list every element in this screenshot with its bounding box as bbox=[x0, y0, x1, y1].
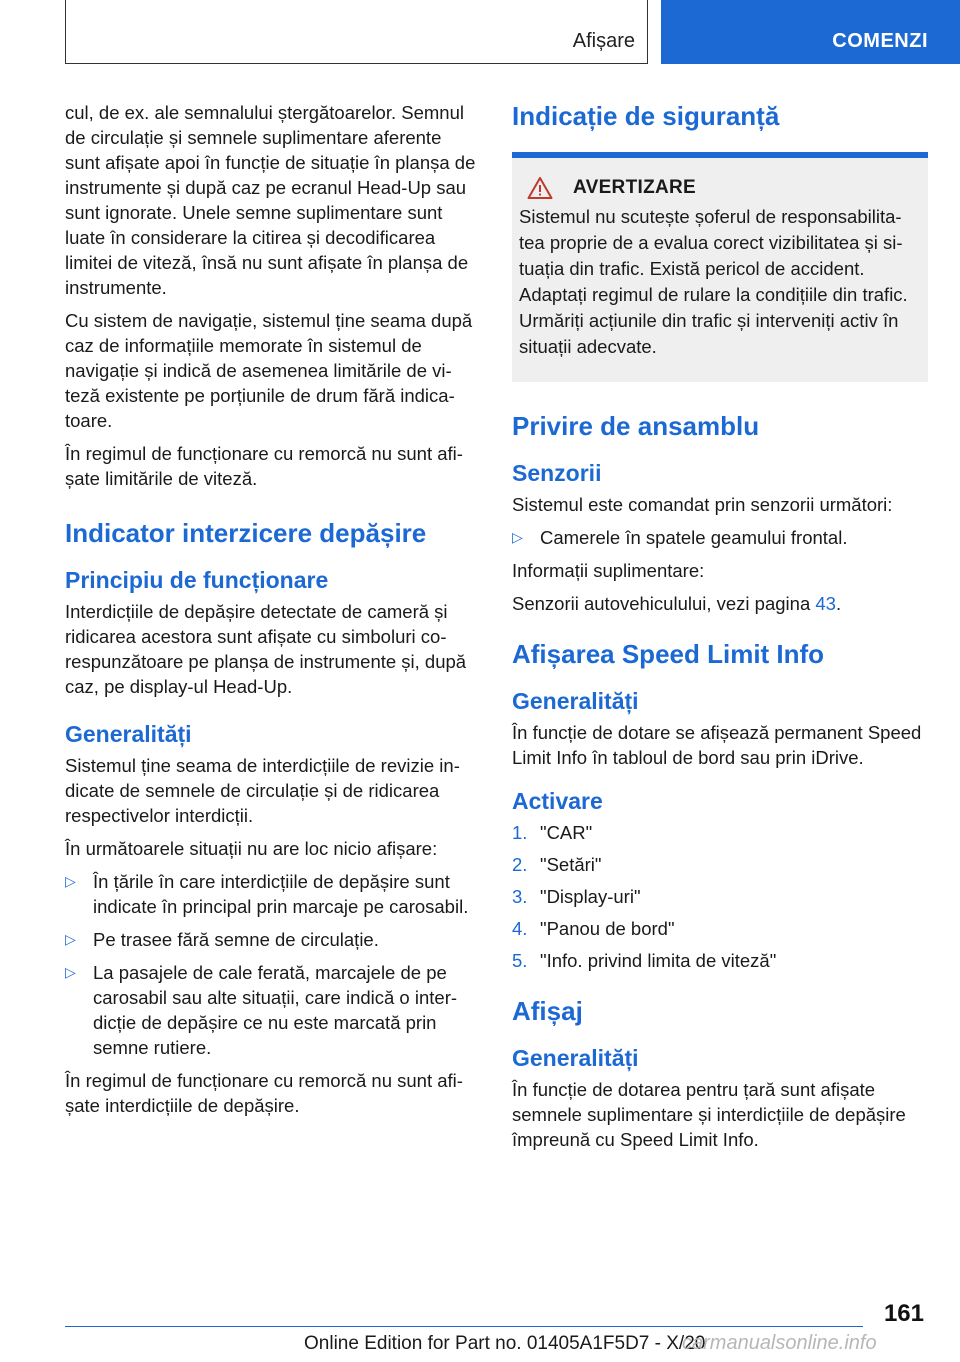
step-text: "Setări" bbox=[540, 854, 602, 875]
right-column bbox=[512, 100, 928, 1160]
bullet-list bbox=[65, 869, 477, 1060]
paragraph: Sistemul este comandat prin senzorii următori: bbox=[512, 494, 893, 515]
step-number: 2. bbox=[512, 854, 528, 875]
chapter-tab[interactable] bbox=[661, 0, 960, 64]
paragraph: În următoarele situații nu are loc nicio afișare: bbox=[65, 838, 438, 859]
triangle-bullet-icon: ▷ bbox=[65, 873, 76, 889]
list-item bbox=[65, 927, 477, 952]
chapter-tab-label: COMENZI bbox=[832, 30, 928, 52]
step-text: "Panou de bord" bbox=[540, 918, 675, 939]
step-item bbox=[512, 948, 928, 973]
warning-header bbox=[519, 176, 920, 200]
page-link[interactable]: 43 bbox=[815, 593, 836, 614]
list-item bbox=[512, 525, 928, 550]
heading-general: Generalități bbox=[512, 1045, 639, 1071]
paragraph: cul, de ex. ale semnalului ștergătoarelor. Semnul de circulație și semnele suplimentare aferente sunt afișate apoi în funcție de situație în planșa de instrumente și după caz pe ecranul Head-Up sau sunt ignorate. Unele semne suplimentare sunt luate în considerare la citirea și decodificarea limitei de viteză, însă nu sunt afișate în planșa de instrumente. bbox=[65, 102, 476, 298]
heading-general: Generalități bbox=[65, 721, 192, 747]
heading-activation: Activare bbox=[512, 788, 603, 814]
step-item bbox=[512, 884, 928, 909]
triangle-bullet-icon: ▷ bbox=[65, 931, 76, 947]
heading-sensors: Senzorii bbox=[512, 460, 602, 486]
paragraph: În regimul de funcționare cu remorcă nu sunt afișate interdicțiile de depășire. bbox=[65, 1070, 463, 1116]
triangle-bullet-icon: ▷ bbox=[65, 964, 76, 980]
step-item bbox=[512, 820, 928, 845]
heading-overview: Privire de ansamblu bbox=[512, 411, 760, 441]
paragraph: Informații suplimentare: bbox=[512, 560, 705, 581]
heading-overtaking-indicator: Indicator interzicere depășire bbox=[65, 518, 427, 548]
list-item-text: În țările în care interdicțiile de depășire sunt indicate în principal prin marcaje pe carosabil. bbox=[93, 871, 469, 917]
paragraph: Sistemul ține seama de interdicțiile de revizie indicate de semnele de circulație și de ridicarea respectivelor interdicții. bbox=[65, 755, 460, 826]
bullet-list bbox=[512, 525, 928, 550]
step-number: 1. bbox=[512, 822, 528, 843]
cross-reference-text: Senzorii autovehiculului, vezi pagina bbox=[512, 593, 811, 614]
warning-box bbox=[512, 152, 928, 382]
heading-display: Afișaj bbox=[512, 996, 583, 1026]
paragraph: În regimul de funcționare cu remorcă nu sunt afișate limitările de viteză. bbox=[65, 443, 463, 489]
page-number: 161 bbox=[883, 1300, 924, 1327]
step-text: "Display-uri" bbox=[540, 886, 641, 907]
section-tab[interactable] bbox=[65, 0, 648, 64]
paragraph: Interdicțiile de depășire detectate de cameră și ridicarea acestora sunt afișate cu simboluri corespunzătoare pe planșa de instrumente și, după caz, pe display-ul Head-Up. bbox=[65, 601, 467, 697]
step-number: 4. bbox=[512, 918, 528, 939]
heading-general: Generalități bbox=[512, 688, 639, 714]
left-column bbox=[65, 100, 477, 1126]
heading-safety-note: Indicație de siguranță bbox=[512, 101, 780, 131]
step-item bbox=[512, 852, 928, 877]
section-tab-label: Afișare bbox=[572, 30, 635, 52]
list-item-text: La pasajele de cale ferată, marcajele de pe carosabil sau alte situații, care indică o interdicție de depășire ce nu este marcată prin semne rutiere. bbox=[93, 962, 458, 1058]
heading-speed-limit-info: Afișarea Speed Limit Info bbox=[512, 639, 825, 669]
step-number: 5. bbox=[512, 950, 528, 971]
watermark-text: carmanualsonline.info bbox=[682, 1332, 877, 1354]
step-text: "CAR" bbox=[540, 822, 593, 843]
warning-triangle-icon bbox=[527, 176, 553, 200]
steps-list bbox=[512, 820, 928, 973]
paragraph bbox=[512, 591, 928, 616]
list-item bbox=[65, 869, 477, 919]
step-text: "Info. privind limita de viteză" bbox=[540, 950, 777, 971]
step-item bbox=[512, 916, 928, 941]
step-number: 3. bbox=[512, 886, 528, 907]
heading-operating-principle: Principiu de funcționare bbox=[65, 567, 329, 593]
warning-text: Sistemul nu scutește șoferul de responsabilitatea proprie de a evalua corect vizibilitatea și situația din trafic. Există pericol de accident. Adaptați regimul de rulare la condițiile din trafic. Urmăriți acțiunile din trafic și interveniți activ în situații adecvate. bbox=[519, 206, 908, 357]
list-item-text: Pe trasee fără semne de circulație. bbox=[93, 929, 379, 950]
punctuation: . bbox=[835, 593, 842, 614]
paragraph: În funcție de dotarea pentru țară sunt afișate semnele suplimentare și interdicțiile de depășire împreună cu Speed Limit Info. bbox=[512, 1079, 906, 1150]
paragraph: Cu sistem de navigație, sistemul ține seama după caz de informațiile memorate în sistemul de navigație și indică de asemenea limitările de viteză existente pe porțiunile de drum fără indicatoare. bbox=[65, 310, 473, 431]
edition-text: Online Edition for Part no. 01405A1F5D7 - X/20 bbox=[304, 1333, 706, 1354]
list-item-text: Camerele în spatele geamului frontal. bbox=[540, 527, 848, 548]
warning-title: AVERTIZARE bbox=[573, 177, 696, 198]
triangle-bullet-icon: ▷ bbox=[512, 529, 523, 545]
paragraph: În funcție de dotare se afișează permanent Speed Limit Info în tabloul de bord sau prin iDrive. bbox=[512, 722, 922, 768]
footer-rule bbox=[65, 1326, 863, 1327]
list-item bbox=[65, 960, 477, 1060]
